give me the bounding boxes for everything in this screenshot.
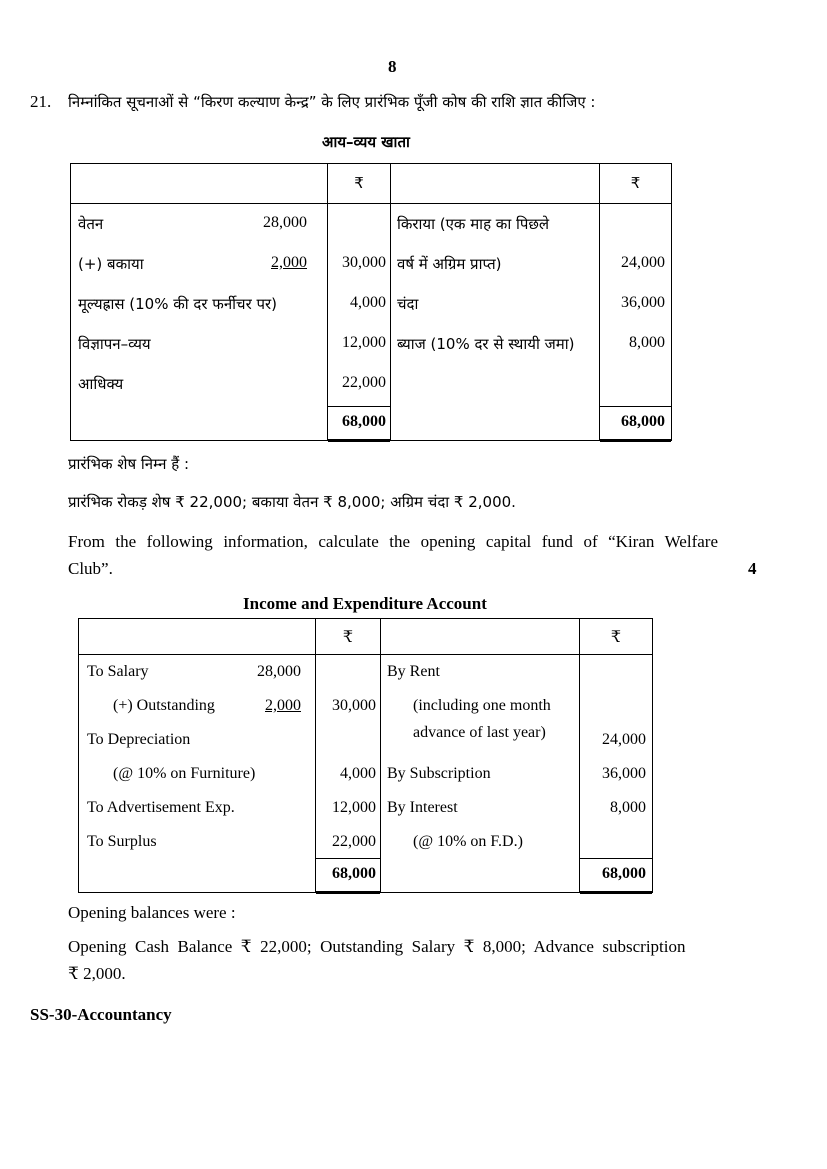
hindi-left-amount-surplus: 22,000 <box>342 374 386 391</box>
english-question-line-2: Club”. <box>68 559 113 578</box>
english-account-table <box>78 618 653 893</box>
hindi-opening-heading: प्रारंभिक शेष निम्न हैं : <box>68 455 190 473</box>
question-hindi-text: निम्नांकित सूचनाओं से “किरण कल्याण केन्द्र” के लिए प्रारंभिक पूँजी कोष की राशि ज्ञात कीजिए : <box>68 93 596 111</box>
english-right-label-rent-note-1: (including one month <box>413 697 551 714</box>
hindi-left-label-advertisement: विज्ञापन–व्यय <box>78 335 151 353</box>
english-left-amount-salary: 30,000 <box>332 697 376 714</box>
english-left-total: 68,000 <box>332 865 376 882</box>
hindi-left-amount-depreciation: 4,000 <box>350 294 386 311</box>
hindi-left-amount-salary: 30,000 <box>342 254 386 271</box>
english-right-currency: ₹ <box>610 628 622 646</box>
english-left-amount-advertisement: 12,000 <box>332 799 376 816</box>
hindi-right-amount-subscription: 36,000 <box>621 294 665 311</box>
english-left-label-outstanding: (+) Outstanding <box>113 697 215 714</box>
hindi-left-label-outstanding: (+) बकाया <box>78 255 144 273</box>
hindi-left-label-salary: वेतन <box>78 215 104 233</box>
english-left-label-advertisement: To Advertisement Exp. <box>87 799 235 816</box>
english-right-label-interest-note: (@ 10% on F.D.) <box>413 833 523 850</box>
marks: 4 <box>748 559 757 578</box>
english-left-amount-surplus: 22,000 <box>332 833 376 850</box>
english-left-label-depreciation: To Depreciation <box>87 731 191 748</box>
english-right-amount-rent: 24,000 <box>602 731 646 748</box>
english-left-label-furniture: (@ 10% on Furniture) <box>113 765 256 782</box>
english-left-label-salary: To Salary <box>87 663 149 680</box>
english-opening-line-1: Opening Cash Balance ₹ 22,000; Outstanding Salary ₹ 8,000; Advance subscription <box>68 937 686 956</box>
hindi-left-sub-salary: 28,000 <box>263 214 307 231</box>
english-right-label-subscription: By Subscription <box>387 765 491 782</box>
hindi-left-total: 68,000 <box>342 413 386 430</box>
hindi-right-label-rent-1: किराया (एक माह का पिछले <box>397 215 550 233</box>
hindi-left-amount-advertisement: 12,000 <box>342 334 386 351</box>
hindi-left-currency: ₹ <box>354 174 364 192</box>
english-opening-line-2: ₹ 2,000. <box>68 964 126 983</box>
hindi-account-table <box>70 163 672 441</box>
hindi-table-title: आय–व्यय खाता <box>322 133 410 151</box>
hindi-right-total: 68,000 <box>621 413 665 430</box>
hindi-right-label-rent-2: वर्ष में अग्रिम प्राप्त) <box>397 255 502 273</box>
hindi-right-amount-rent: 24,000 <box>621 254 665 271</box>
english-left-sub-salary: 28,000 <box>257 663 301 680</box>
english-left-amount-depreciation: 4,000 <box>340 765 376 782</box>
hindi-left-label-depreciation: मूल्यह्रास (10% की दर फर्नीचर पर) <box>78 295 277 313</box>
english-right-label-rent-note-2: advance of last year) <box>413 724 546 741</box>
hindi-left-label-surplus: आधिक्य <box>78 375 124 393</box>
english-right-total: 68,000 <box>602 865 646 882</box>
hindi-right-label-subscription: चंदा <box>397 295 419 313</box>
hindi-right-label-interest: ब्याज (10% दर से स्थायी जमा) <box>397 335 575 353</box>
hindi-right-amount-interest: 8,000 <box>629 334 665 351</box>
footer-code: SS-30-Accountancy <box>30 1005 172 1024</box>
english-table-title: Income and Expenditure Account <box>243 594 487 613</box>
hindi-right-currency: ₹ <box>630 174 641 192</box>
hindi-left-sub-outstanding: 2,000 <box>271 254 307 271</box>
english-question-line-1: From the following information, calculate the opening capital fund of “Kiran Welfare <box>68 532 718 551</box>
english-right-label-interest: By Interest <box>387 799 458 816</box>
english-left-sub-outstanding: 2,000 <box>265 697 301 714</box>
page-number: 8 <box>388 57 397 76</box>
hindi-opening-text: प्रारंभिक रोकड़ शेष ₹ 22,000; बकाया वेतन ₹ 8,000; अग्रिम चंदा ₹ 2,000. <box>68 493 516 511</box>
english-opening-heading: Opening balances were : <box>68 903 236 922</box>
english-right-label-rent: By Rent <box>387 663 440 680</box>
english-right-amount-interest: 8,000 <box>610 799 646 816</box>
english-right-amount-subscription: 36,000 <box>602 765 646 782</box>
english-left-currency: ₹ <box>342 628 354 646</box>
english-left-label-surplus: To Surplus <box>87 833 157 850</box>
question-number: 21. <box>30 92 52 111</box>
